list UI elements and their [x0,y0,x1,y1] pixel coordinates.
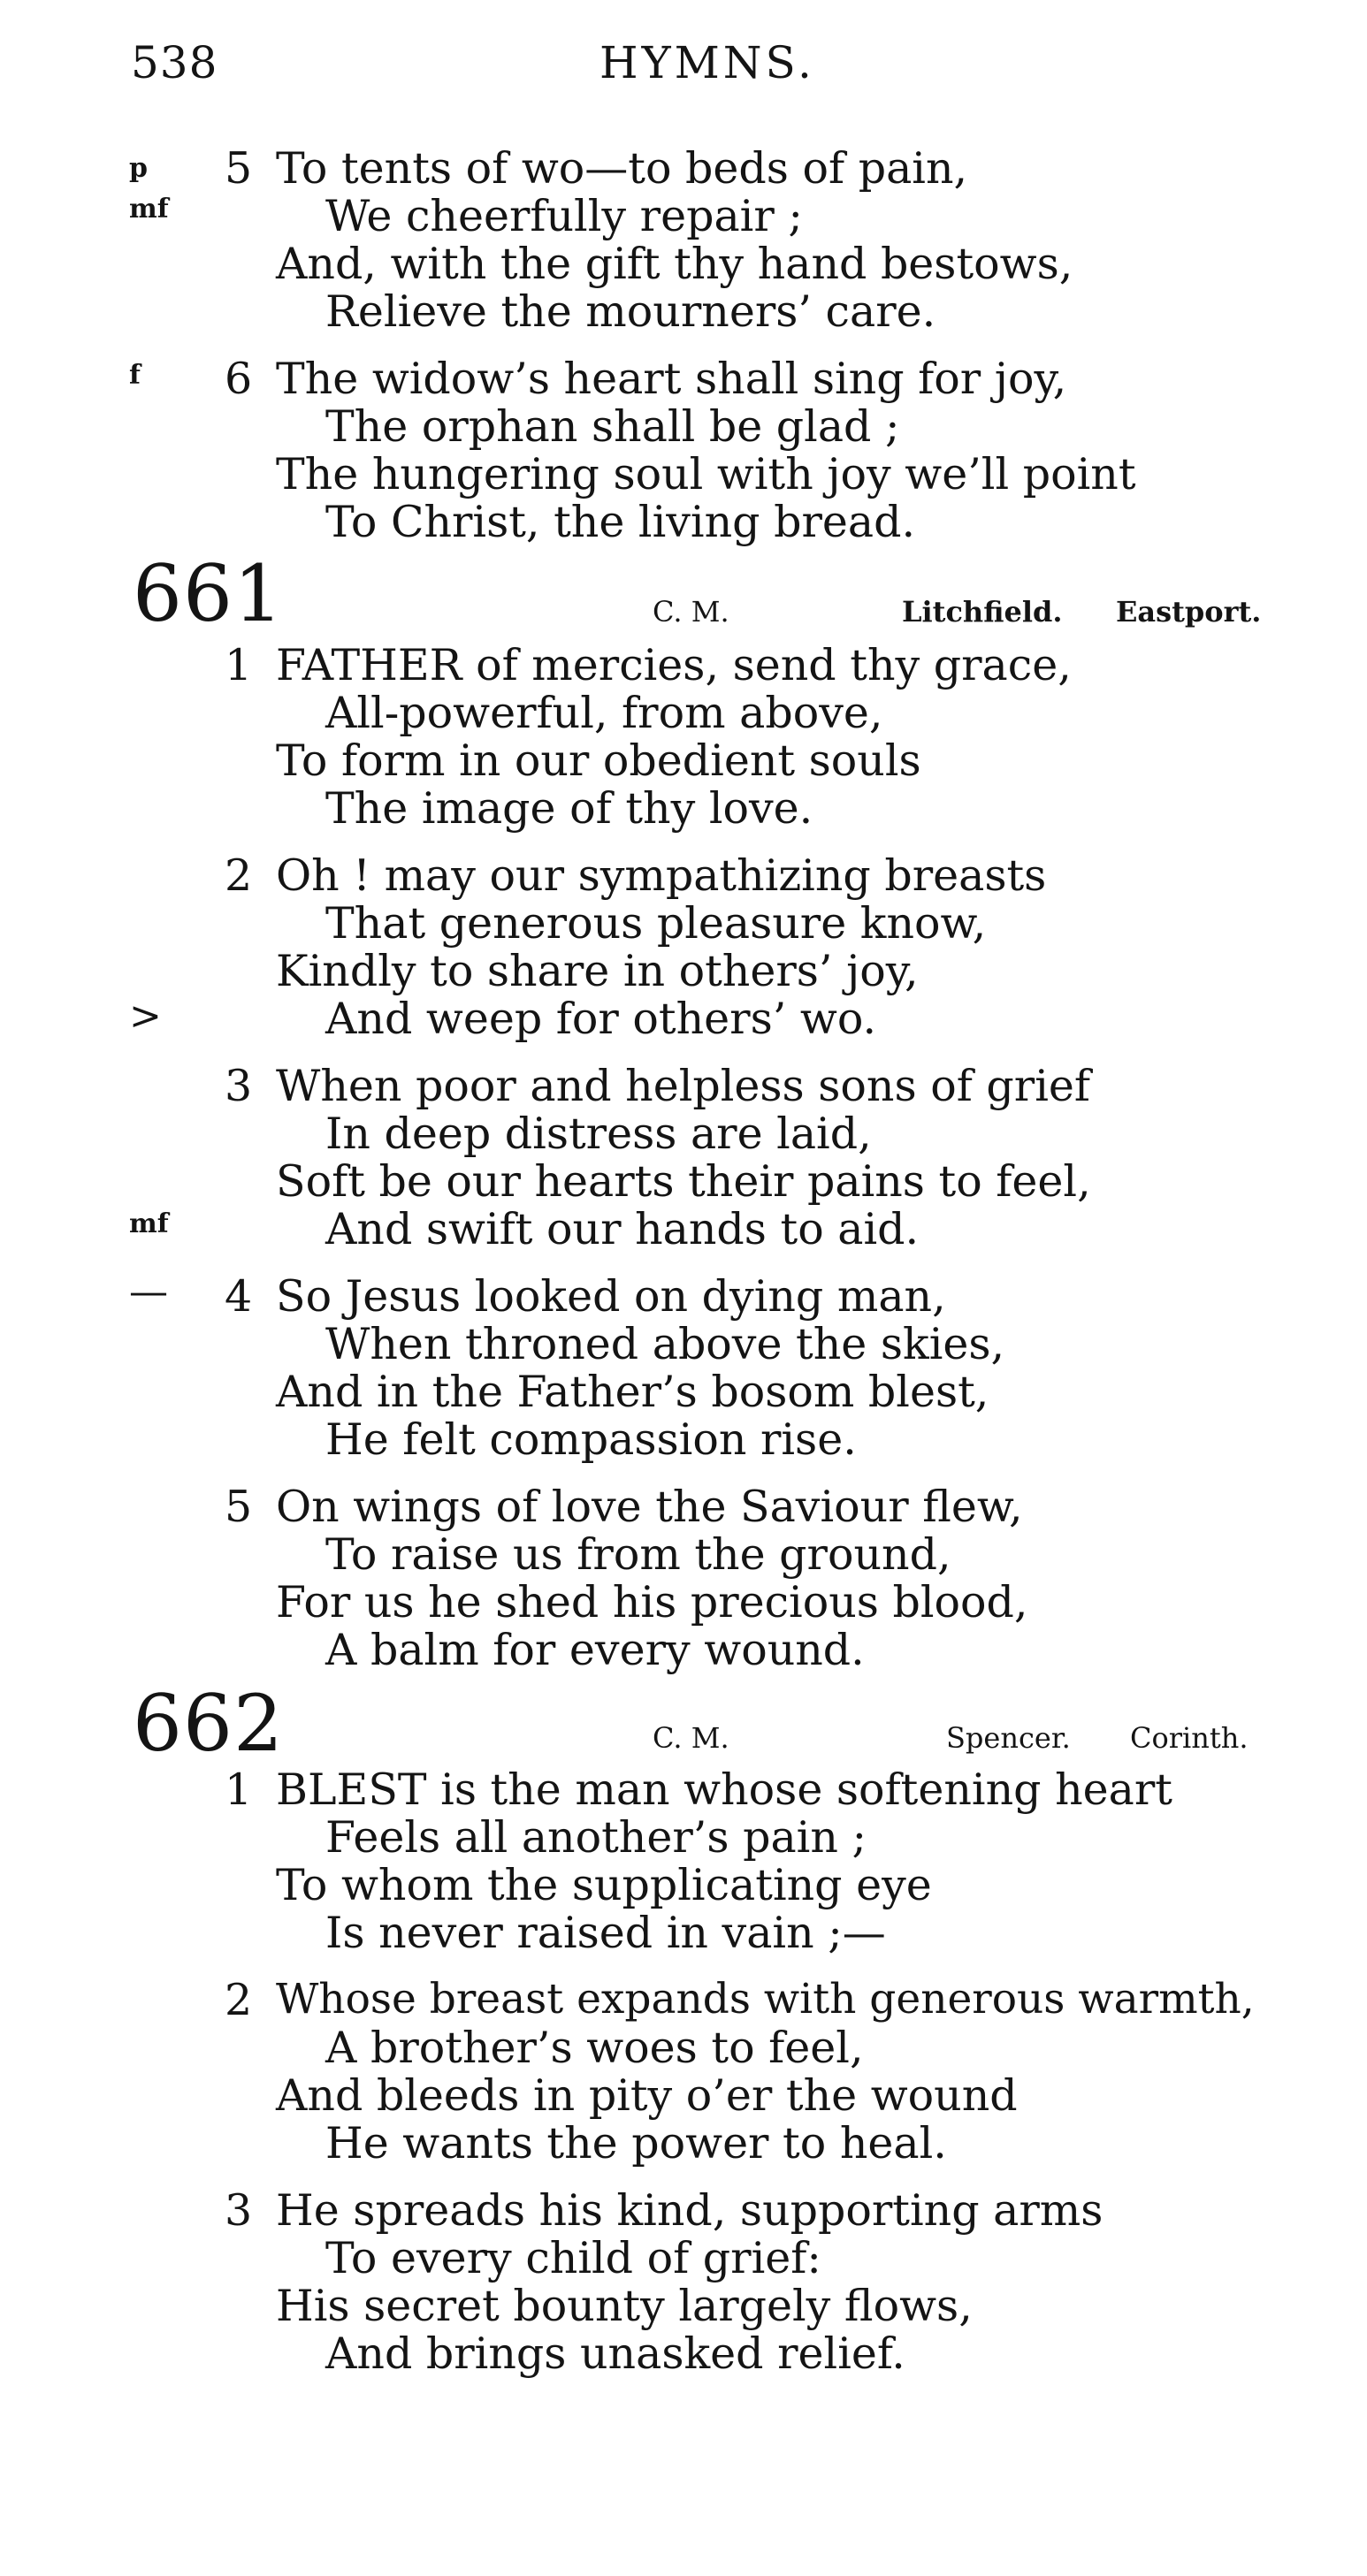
page-number: 538 [131,37,218,88]
verse-line: He wants the power to heal. [325,2118,947,2168]
verse-line: In deep distress are laid, [325,1109,872,1159]
verse-line: The widow’s heart shall sing for joy, [276,354,1067,404]
verse-line: The hungering soul with joy we’ll point [276,449,1136,499]
verse-line: When throned above the skies, [325,1319,1005,1369]
verse-line: Whose breast expands with generous warmth, [276,1975,1255,2023]
verse-line: He spreads his kind, supporting arms [276,2185,1104,2236]
page-header [131,37,1236,99]
verse-line: And brings unasked relief. [325,2328,905,2379]
verse-line: The image of thy love. [325,783,813,834]
dynamic-mark-mf: mf [129,1208,169,1239]
verse-line: Soft be our hearts their pains to feel, [276,1156,1091,1207]
verse-number: 5 [225,1482,253,1532]
verse-line: Feels all another’s pain ; [325,1812,867,1863]
verse-line: His secret bounty largely flows, [276,2281,973,2331]
dynamic-mark-f: f [129,360,141,391]
dynamic-mark-mf: mf [129,194,169,225]
verse-line: On wings of love the Saviour flew, [276,1482,1023,1532]
verse-number: 6 [225,354,253,404]
verse-line: Kindly to share in others’ joy, [276,946,919,996]
verse-line: To raise us from the ground, [325,1529,951,1580]
tune-name: Eastport. [1116,595,1262,629]
verse-line: He felt compassion rise. [325,1414,857,1465]
verse-number: 2 [225,1975,253,2025]
verse-line: To form in our obedient souls [276,735,921,786]
verse-line: And weep for others’ wo. [325,994,877,1044]
verse-number: 1 [225,640,253,690]
verse-line: FATHER of mercies, send thy grace, [276,640,1072,690]
verse-line: And in the Father’s bosom blest, [276,1367,989,1417]
hymn-number: 662 [133,1678,284,1769]
verse-number: 2 [225,850,253,901]
verse-line: Oh ! may our sympathizing breasts [276,850,1047,901]
hymn-meter: C. M. [653,1721,729,1755]
dynamic-mark-p: p [129,153,148,184]
verse-line: All-powerful, from above, [325,688,883,738]
verse-line: For us he shed his precious blood, [276,1577,1028,1627]
verse-line: The orphan shall be glad ; [325,401,900,452]
tune-name: Corinth. [1130,1721,1249,1755]
verse-line: To tents of wo—to beds of pain, [276,143,968,194]
tune-name: Spencer. [946,1721,1071,1755]
running-title: HYMNS. [599,37,815,88]
verse-number: 4 [225,1271,253,1322]
expression-mark: > [129,994,162,1039]
verse-line: When poor and helpless sons of grief [276,1061,1090,1111]
hymn-number: 661 [133,548,284,639]
verse-number: 5 [225,143,253,194]
verse-line: And swift our hands to aid. [325,1204,920,1254]
verse-line: A balm for every wound. [325,1625,865,1675]
verse-line: So Jesus looked on dying man, [276,1271,946,1322]
verse-line: And, with the gift thy hand bestows, [276,239,1073,289]
verse-line: Relieve the mourners’ care. [325,286,936,337]
tune-name: Litchfield. [902,595,1063,629]
verse-line: To whom the supplicating eye [276,1860,932,1910]
verse-line: Is never raised in vain ;— [325,1908,886,1958]
hymn-meter: C. M. [653,595,729,629]
verse-line: We cheerfully repair ; [325,191,803,241]
verse-line: BLEST is the man whose softening heart [276,1764,1172,1815]
verse-number: 1 [225,1764,253,1815]
verse-line: A brother’s woes to feel, [325,2023,864,2073]
verse-line: That generous pleasure know, [325,898,987,949]
expression-mark: — [129,1269,168,1315]
verse-number: 3 [225,1061,253,1111]
verse-line: To every child of grief: [325,2233,821,2283]
verse-line: To Christ, the living bread. [325,497,916,547]
verse-number: 3 [225,2185,253,2236]
verse-line: And bleeds in pity o’er the wound [276,2070,1018,2121]
